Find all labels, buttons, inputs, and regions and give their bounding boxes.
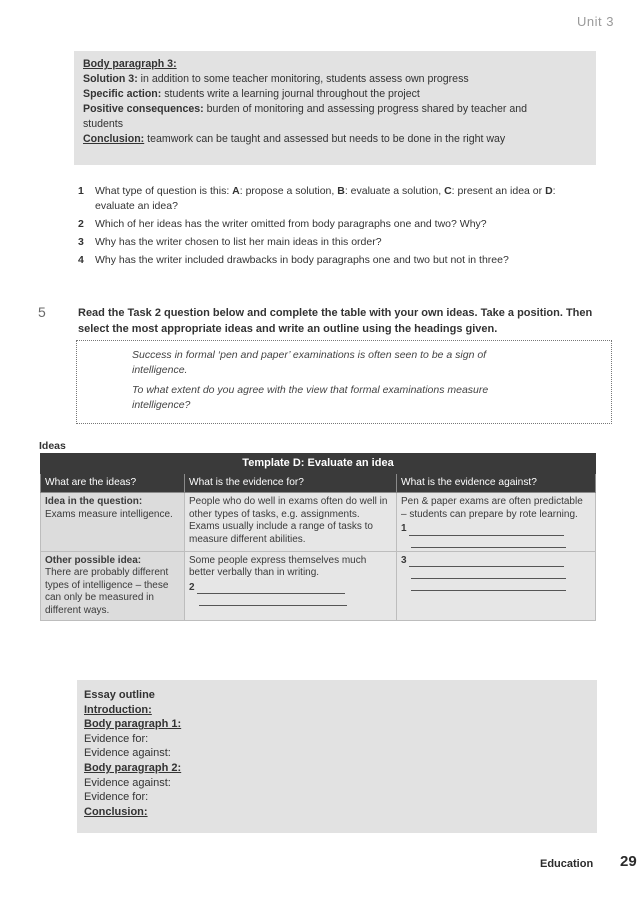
question-item — [78, 253, 608, 268]
outline-bp1-evidence-against: Evidence against: — [84, 747, 171, 760]
unit-header: Unit 3 — [577, 14, 614, 29]
task-question-box — [76, 340, 612, 424]
question-text: Why has the writer chosen to list her main ideas in this order? — [95, 236, 382, 248]
answer-blank[interactable] — [197, 584, 345, 594]
column-header-ideas: What are the ideas? — [41, 473, 185, 493]
table-row — [41, 493, 596, 552]
table-row — [41, 551, 596, 621]
consequences-text: burden of monitoring and assessing progress shared by teacher and students — [83, 103, 528, 130]
conclusion-text: teamwork can be taught and assessed but needs to be done in the right way — [144, 133, 506, 145]
answer-blank[interactable] — [411, 567, 566, 579]
outline-conclusion: Conclusion: — [84, 805, 148, 818]
column-header-evidence-against: What is the evidence against? — [397, 473, 596, 493]
evidence-for-text: People who do well in exams often do well in other types of tasks, e.g. assignments. — [189, 496, 388, 520]
question-text: Which of her ideas has the writer omitted from body paragraphs one and two? Why? — [95, 218, 487, 230]
idea-cell — [41, 551, 185, 621]
task-instruction: Read the Task 2 question below and complete the table with your own ideas. Take a position. Then select the most appropriate ideas and write an outline using the headings given. — [78, 307, 593, 335]
blank-number: 1 — [401, 523, 407, 534]
idea-cell — [41, 493, 185, 552]
question-text: Why has the writer included drawbacks in body paragraphs one and two but not in three? — [95, 254, 509, 266]
outline-bp2-evidence-against: Evidence against: — [84, 776, 171, 789]
answer-blank[interactable] — [409, 557, 564, 567]
outline-bp2-evidence-for: Evidence for: — [84, 791, 149, 804]
blank-number: 2 — [189, 581, 195, 593]
question-item — [78, 235, 608, 250]
blank-number: 3 — [401, 554, 407, 566]
outline-introduction: Introduction: — [84, 703, 152, 716]
question-list — [78, 184, 608, 271]
consequences-label: Positive consequences: — [83, 103, 204, 115]
evaluate-idea-table — [40, 453, 596, 621]
evidence-for-text: Some people express themselves much better verbally than in writing. — [189, 554, 367, 578]
evidence-for-cell — [185, 551, 397, 621]
table-title: Template D: Evaluate an idea — [41, 454, 596, 474]
column-header-evidence-for: What is the evidence for? — [185, 473, 397, 493]
answer-blank[interactable] — [411, 536, 566, 548]
evidence-for-cell — [185, 493, 397, 552]
action-text: students write a learning journal throughout the project — [161, 88, 420, 100]
footer-section-label: Education — [540, 858, 594, 870]
idea-label: Other possible idea: — [45, 554, 142, 566]
solution-text: in addition to some teacher monitoring, students assess own progress — [137, 73, 469, 85]
task-quote-question: To what extent do you agree with the view that formal examinations measure intelligence? — [132, 384, 489, 411]
conclusion-label: Conclusion: — [83, 133, 145, 145]
page-number: 29 — [620, 853, 637, 870]
outline-bp1-evidence-for: Evidence for: — [84, 732, 149, 745]
body-paragraph-3-box — [74, 51, 596, 165]
task-number: 5 — [38, 304, 46, 320]
body-paragraph-3-heading: Body paragraph 3: — [83, 58, 177, 70]
idea-label: Idea in the question: — [45, 496, 143, 507]
task-quote-statement: Success in formal ‘pen and paper’ examinations is often seen to be a sign of intelligence. — [132, 349, 487, 376]
answer-blank[interactable] — [199, 594, 347, 606]
evidence-against-cell — [397, 551, 596, 621]
answer-blank[interactable] — [411, 579, 566, 591]
evidence-against-text: Pen & paper exams are often predictable – students can prepare by rote learning. — [401, 496, 583, 520]
answer-blank[interactable] — [409, 526, 564, 536]
evidence-for-text: Exams usually include a range of tasks to measure different abilities. — [189, 521, 373, 545]
outline-title: Essay outline — [84, 689, 155, 701]
outline-body-paragraph-1: Body paragraph 1: — [84, 718, 182, 731]
question-item — [78, 217, 608, 232]
question-number: 4 — [78, 254, 84, 266]
ideas-label: Ideas — [39, 440, 66, 452]
question-number: 1 — [78, 185, 84, 197]
idea-text: Exams measure intelligence. — [45, 508, 173, 520]
question-text: What type of question is this: A: propose a solution, B: evaluate a solution, C: present an idea or D: evaluate an idea? — [95, 185, 556, 212]
solution-label: Solution 3: — [83, 73, 138, 85]
action-label: Specific action: — [83, 88, 162, 100]
evidence-against-cell — [397, 493, 596, 552]
question-number: 2 — [78, 218, 84, 230]
outline-body-paragraph-2: Body paragraph 2: — [84, 761, 182, 774]
essay-outline-box — [77, 680, 597, 833]
question-number: 3 — [78, 236, 84, 248]
idea-text: There are probably different types of intelligence – these can only be measured in different ways. — [45, 567, 169, 616]
question-item — [78, 184, 608, 214]
